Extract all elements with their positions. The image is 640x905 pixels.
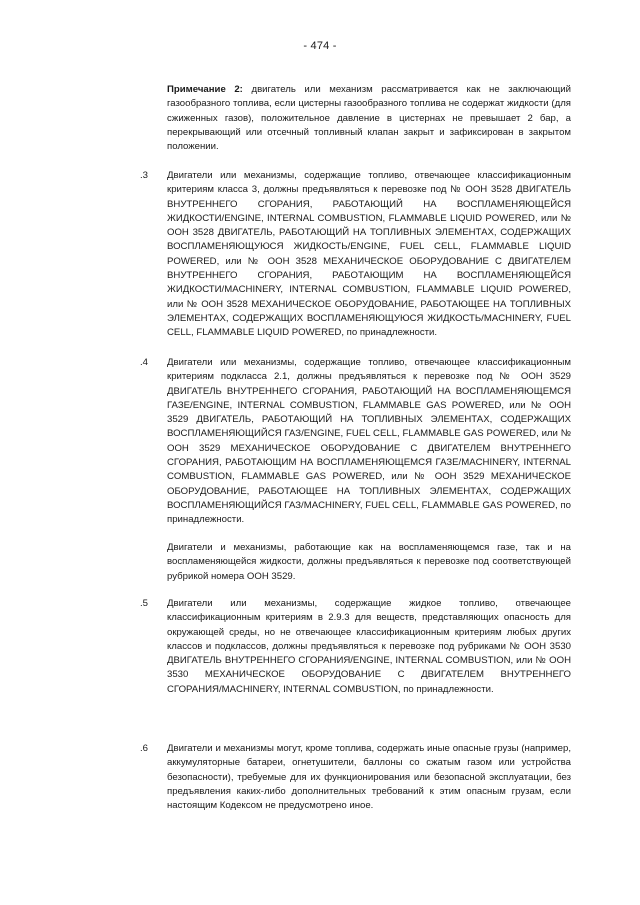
note-label: Примечание 2: [167,84,243,95]
paragraph-text: Двигатели или механизмы, содержащие жидкое топливо, отвечающее классификационным критериям в 2.9.3 для веществ, представляющих опасность для окружающей среды, но не отвечающее классификационным критериям любых других классов и подклассов, должны предъявляться к перевозке под рубриками № ООН 3530 ДВИГАТЕЛЬ ВНУТРЕННЕГО СГОРАНИЯ/ENGINE, INTERNAL COMBUSTION, или № ООН 3530 МЕХАНИЧЕСКОЕ ОБОРУДОВАНИЕ С ДВИГАТЕЛЕМ ВНУТРЕННЕГО СГОРАНИЯ/MACHINERY, INTERNAL COMBUSTION, по принадлежности. [167,598,571,695]
paragraph-text: Двигатели или механизмы, содержащие топливо, отвечающее классификационным критериям класса 3, должны предъявляться к перевозке под № ООН 3528 ДВИГАТЕЛЬ ВНУТРЕННЕГО СГОРАНИЯ, РАБОТАЮЩИЙ НА ВОСПЛАМЕНЯЮЩЕЙСЯ ЖИДКОСТИ/ENGINE, INTERNAL COMBUSTION, FLAMMABLE LIQUID POWERED, или № ООН 3528 ДВИГАТЕЛЬ, РАБОТАЮЩИЙ НА ТОПЛИВНЫХ ЭЛЕМЕНТАХ, СОДЕРЖАЩИХ ВОСПЛАМЕНЯЮЩУЮСЯ ЖИДКОСТЬ/ENGINE, FUEL CELL, FLAMMABLE LIQUID POWERED, или № ООН 3528 МЕХАНИЧЕСКОЕ ОБОРУДОВАНИЕ С ДВИГАТЕЛЕМ ВНУТРЕННЕГО СГОРАНИЯ, РАБОТАЮЩИМ НА ВОСПЛАМЕНЯЮЩЕЙСЯ ЖИДКОСТИ/MACHINERY, INTERNAL COMBUSTION, FLAMMABLE LIQUID POWERED, или № ООН 3528 МЕХАНИЧЕСКОЕ ОБОРУДОВАНИЕ, РАБОТАЮЩЕЕ НА ТОПЛИВНЫХ ЭЛЕМЕНТАХ, СОДЕРЖАЩИХ ВОСПЛАМЕНЯЮЩУЮСЯ ЖИДКОСТЬ/MACHINERY, FUEL CELL, FLAMMABLE LIQUID POWERED, по принадлежности. [167,170,571,339]
paragraph-number: .4 [140,357,149,368]
paragraph-number: .5 [140,598,149,609]
paragraph-text: Двигатели и механизмы могут, кроме топлива, содержать иные опасные грузы (например, аккумуляторные батареи, огнетушители, баллоны со сжатым газом или устройства безопасности), требуемые для их функционирования или безопасной эксплуатации, без предъявления каких-либо дополнительных требований к этим опасным грузам, если настоящим Кодексом не предусмотрено иное. [167,743,571,812]
paragraph-text: Двигатели или механизмы, содержащие топливо, отвечающее классификационным критериям подкласса 2.1, должны предъявляться к перевозке под № ООН 3529 ДВИГАТЕЛЬ ВНУТРЕННЕГО СГОРАНИЯ, РАБОТАЮЩИЙ НА ВОСПЛАМЕНЯЮЩЕМСЯ ГАЗЕ/ENGINE, INTERNAL COMBUSTION, FLAMMABLE GAS POWERED, или № ООН 3529 ДВИГАТЕЛЬ, РАБОТАЮЩИЙ НА ТОПЛИВНЫХ ЭЛЕМЕНТАХ, СОДЕРЖАЩИХ ВОСПЛАМЕНЯЮЩИЙСЯ ГАЗ/ENGINE, FUEL CELL, FLAMMABLE GAS POWERED, или № ООН 3529 МЕХАНИЧЕСКОЕ ОБОРУДОВАНИЕ С ДВИГАТЕЛЕМ ВНУТРЕННЕГО СГОРАНИЯ, РАБОТАЮЩИМ НА ВОСПЛАМЕНЯЮЩЕМСЯ ГАЗЕ/MACHINERY, INTERNAL COMBUSTION, FLAMMABLE GAS POWERED, или № ООН 3529 МЕХАНИЧЕСКОЕ ОБОРУДОВАНИЕ, РАБОТАЮЩЕЕ НА ТОПЛИВНЫХ ЭЛЕМЕНТАХ, СОДЕРЖАЩИХ ВОСПЛАМЕНЯЮЩИЙСЯ ГАЗ/MACHINERY, FUEL CELL, FLAMMABLE GAS POWERED, по принадлежности. [167,357,571,526]
paragraph-number: .6 [140,743,149,754]
note-text: двигатель или механизм рассматривается как не заключающий газообразного топлива, если цистерны газообразного топлива не содержат жидкости (для сжиженных газов), положительное давление в цистернах не превышает 2 бар, а перекрывающий или отсечный топливный клапан закрыт и зафиксирован в закрытом положении. [167,84,571,153]
paragraph-number: .3 [140,170,149,181]
page-number: - 474 - [303,40,337,52]
note-2 [167,83,571,154]
paragraph-text: Двигатели и механизмы, работающие как на воспламеняющемся газе, так и на воспламеняющейся жидкости, должны предъявляться к перевозке под соответствующей рубрикой номера ООН 3529. [167,542,571,582]
